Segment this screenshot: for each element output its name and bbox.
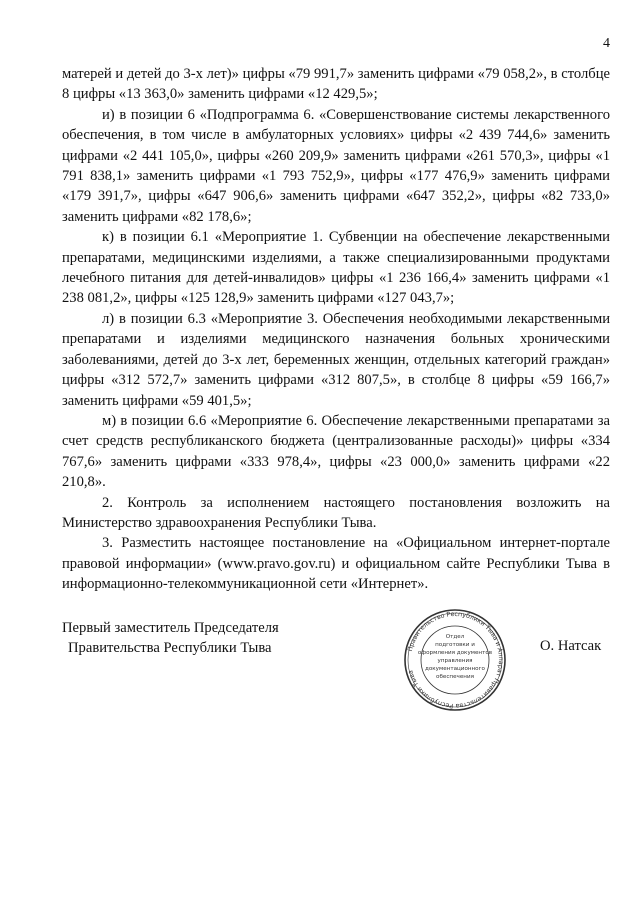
stamp-outer-text: Правительство Республики Тыва и Аппарат Правительства Республики Тыва bbox=[406, 610, 505, 710]
stamp-inner-line: оформления документов bbox=[417, 650, 493, 656]
signer-title-line: Правительства Республики Тыва bbox=[68, 640, 272, 656]
paragraph: и) в позиции 6 «Подпрограмма 6. «Совершенствование системы лекарственного обеспечения, в том числе в амбулаторных условиях» цифры «2 439 744,6» заменить цифрами «2 441 105,0», цифры «260 209,9» заменить цифрами «261 570,3», цифры «1 791 838,1» заменить цифрами «1 793 752,9», цифры «177 476,9» заменить цифрами «179 391,7», цифры «647 906,6» заменить цифрами «647 352,2», цифры «82 733,0» заменить цифрами «82 178,6»; bbox=[62, 106, 610, 225]
paragraph: л) в позиции 6.3 «Мероприятие 3. Обеспечения необходимыми лекарственными препаратами и изделиями медицинского назначения больных хроническими заболеваниями, детей до 3-х лет, беременных женщин, отдельных категорий граждан» цифры «312 572,7» заменить цифрами «312 807,5», в столбце 8 цифры «59 166,7» заменить цифрами «59 401,5»; bbox=[62, 310, 610, 409]
paragraph: 2. Контроль за исполнением настоящего постановления возложить на Министерство здравоохранения Республики Тыва. bbox=[62, 494, 610, 531]
document-body bbox=[62, 64, 610, 595]
paragraph: матерей и детей до 3-х лет)» цифры «79 991,7» заменить цифрами «79 058,2», в столбце 8 цифры «13 363,0» заменить цифрами «12 429,5»; bbox=[62, 66, 610, 103]
stamp-inner-line: документационного bbox=[425, 666, 485, 672]
stamp-inner-line: управления bbox=[437, 658, 473, 664]
stamp-inner-line: обеспечения bbox=[436, 674, 474, 680]
stamp-inner-line: подготовки и bbox=[435, 642, 475, 648]
paragraph: м) в позиции 6.6 «Мероприятие 6. Обеспечение лекарственными препаратами за счет средств республиканского бюджета (централизованные расходы)» цифры «334 767,6» заменить цифрами «333 978,4», цифры «23 000,0» заменить цифрами «22 210,8». bbox=[62, 412, 610, 491]
signature-block bbox=[0, 608, 640, 718]
paragraph: 3. Разместить настоящее постановление на «Официальном интернет-портале правовой информации» (www.pravo.gov.ru) и официальном сайте Республики Тыва в информационно-телекоммуникационной сети «Интернет». bbox=[62, 535, 610, 593]
page-number: 4 bbox=[603, 36, 610, 51]
signer-name: О. Натсак bbox=[540, 638, 602, 654]
signer-title bbox=[62, 618, 279, 658]
official-stamp-icon bbox=[380, 608, 530, 713]
stamp-inner-line: Отдел bbox=[445, 634, 465, 640]
paragraph: к) в позиции 6.1 «Мероприятие 1. Субвенции на обеспечение лекарственными препаратами, медицинскими изделиями, а также специализированными продуктами лечебного питания для детей-инвалидов» цифры «1 236 166,4» заменить цифрами «1 238 081,2», цифры «125 128,9» заменить цифрами «127 043,7»; bbox=[62, 229, 610, 307]
signer-title-line: Первый заместитель Председателя bbox=[62, 620, 279, 636]
